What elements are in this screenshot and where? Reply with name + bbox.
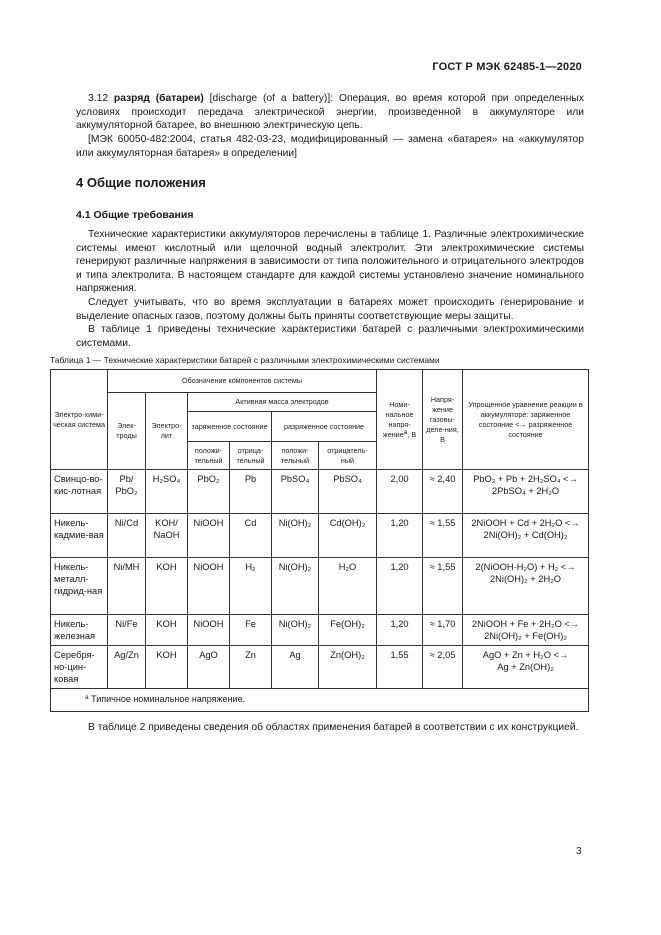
table-caption: Таблица 1 — Технические характеристики батарей с различными электрохимическими системами bbox=[50, 355, 440, 365]
document-header: ГОСТ Р МЭК 62485-1—2020 bbox=[432, 61, 582, 73]
footnote-text: Типичное номинальное напряжение. bbox=[88, 694, 246, 704]
cell-electrodes: Pb/ PbO₂ bbox=[108, 470, 146, 514]
header-charged: заряженное состояние bbox=[188, 412, 272, 442]
cell-neg-charged: Zn bbox=[230, 646, 272, 689]
cell-gassing: ≈ 1,55 bbox=[423, 514, 463, 558]
cell-pos-charged: NiOOH bbox=[188, 615, 230, 646]
clause-term-english: [discharge (of a battery)]: bbox=[209, 93, 334, 104]
cell-reaction bbox=[463, 646, 589, 689]
cell-system: Никель-кадмие-вая bbox=[51, 514, 108, 558]
clause-definition: Операция, во время которой при определенных условиях происходит передача электрической энергии, произведенной в аккумуляторе или аккумуляторной батарее, во внешнюю электрическую цепь. bbox=[76, 93, 584, 132]
reaction-line: 2Ni(OH)₂ + Cd(OH)₂ bbox=[483, 530, 568, 540]
section-heading: 4 Общие положения bbox=[76, 175, 206, 190]
cell-system: Никель-металл-гидрид-ная bbox=[51, 558, 108, 615]
footnote-mark: a bbox=[85, 694, 89, 701]
header-system: Электро-хими-ческая система bbox=[51, 370, 108, 470]
header-components: Обозначение компонентов системы bbox=[108, 370, 377, 393]
clause-term: разряд (батареи) bbox=[113, 93, 204, 104]
reaction-line: AgO + Zn + H₂O <→ bbox=[482, 650, 569, 660]
cell-pos-charged: AgO bbox=[188, 646, 230, 689]
reaction-line: 2Ni(OH)₂ + 2H₂O bbox=[490, 574, 562, 584]
cell-gassing: ≈ 2,05 bbox=[423, 646, 463, 689]
cell-neg-discharged: PbSO₄ bbox=[319, 470, 377, 514]
cell-neg-discharged: Cd(OH)₂ bbox=[319, 514, 377, 558]
cell-pos-discharged: Ni(OH)₂ bbox=[272, 615, 319, 646]
cell-pos-discharged: PbSO₄ bbox=[272, 470, 319, 514]
table-footnote-row bbox=[51, 689, 589, 712]
clause-source: [МЭК 60050-482:2004, статья 482-03-23, модифицированный — замена «батарея» на «аккумулятор или аккумуляторная батарея» в определении] bbox=[76, 134, 584, 159]
cell-nominal: 2,00 bbox=[377, 470, 423, 514]
header-nominal-voltage-text: Номи-нальное напря-жение bbox=[382, 399, 414, 439]
table-row bbox=[51, 646, 589, 689]
cell-pos-charged: PbO₂ bbox=[188, 470, 230, 514]
cell-electrolyte: KOH bbox=[146, 615, 188, 646]
cell-neg-discharged: Zn(OH)₂ bbox=[319, 646, 377, 689]
cell-electrodes: Ag/Zn bbox=[108, 646, 146, 689]
paragraph-3: В таблице 1 приведены технические характеристики батарей с различными электрохимическими системами. bbox=[76, 324, 584, 349]
paragraph-1: Технические характеристики аккумуляторов перечислены в таблице 1. Различные электрохимические системы имеют кислотный или щелочной водный электролит. Эти электрохимические системы генерируют различные напряжения в зависимости от типа положительного и отрицательного электродов и типа электролита. В настоящем стандарте для каждой системы установлено значение номинального напряжения. bbox=[76, 229, 584, 295]
header-reaction: Упрощенное уравнение реакции в аккумуляторе: заряженное состояние <→ разряженное состояние bbox=[463, 370, 589, 470]
cell-electrodes: Ni/Cd bbox=[108, 514, 146, 558]
cell-nominal: 1,20 bbox=[377, 558, 423, 615]
header-nominal-voltage bbox=[377, 370, 423, 470]
header-discharged: разряженное состояние bbox=[272, 412, 377, 442]
header-active-mass: Активная масса электродов bbox=[188, 393, 377, 412]
clause-3-12 bbox=[76, 92, 584, 133]
cell-pos-discharged: Ni(OH)₂ bbox=[272, 558, 319, 615]
footnote-mark: a bbox=[403, 428, 408, 436]
reaction-line: 2NiOOH + Cd + 2H₂O <→ bbox=[471, 518, 580, 528]
reaction-line: 2Ni(OH)₂ + Fe(OH)₂ bbox=[484, 631, 567, 641]
cell-neg-discharged: H₂O bbox=[319, 558, 377, 615]
cell-system: Свинцо-во-кис-лотная bbox=[51, 470, 108, 514]
cell-neg-charged: Cd bbox=[230, 514, 272, 558]
cell-pos-discharged: Ag bbox=[272, 646, 319, 689]
cell-system: Серебря-но-цин-ковая bbox=[51, 646, 108, 689]
paragraph-2: Следует учитывать, что во время эксплуатации в батареях может происходить генерирование и выделение опасных газов, поэтому должны быть приняты соответствующие меры защиты. bbox=[76, 297, 584, 322]
subsection-heading: 4.1 Общие требования bbox=[76, 209, 194, 221]
cell-electrolyte: H₂SO₄ bbox=[146, 470, 188, 514]
page-number: 3 bbox=[576, 846, 582, 857]
table-1 bbox=[50, 369, 588, 712]
cell-reaction bbox=[463, 558, 589, 615]
table-row bbox=[51, 514, 589, 558]
table-row bbox=[51, 470, 589, 514]
header-positive-discharged: положи-тельный bbox=[272, 442, 319, 470]
cell-pos-charged: NiOOH bbox=[188, 558, 230, 615]
header-gassing-voltage: Напря-жение газовы-деле-ния, В bbox=[423, 370, 463, 470]
reaction-line: Ag + Zn(OH)₂ bbox=[497, 662, 554, 672]
cell-system: Никель-железная bbox=[51, 615, 108, 646]
header-nominal-voltage-unit: , В bbox=[407, 429, 417, 439]
header-electrolyte: Электро-лит bbox=[146, 393, 188, 470]
cell-nominal: 1,20 bbox=[377, 615, 423, 646]
cell-gassing: ≈ 2,40 bbox=[423, 470, 463, 514]
cell-gassing: ≈ 1,70 bbox=[423, 615, 463, 646]
cell-gassing: ≈ 1,55 bbox=[423, 558, 463, 615]
cell-electrodes: Ni/Fe bbox=[108, 615, 146, 646]
cell-nominal: 1,55 bbox=[377, 646, 423, 689]
closing-paragraph: В таблице 2 приведены сведения об областях применения батарей в соответствии с их конструкцией. bbox=[88, 722, 579, 733]
cell-neg-charged: Fe bbox=[230, 615, 272, 646]
cell-electrolyte: KOH bbox=[146, 558, 188, 615]
reaction-line: 2(NiOOH·H₂O) + H₂ <→ bbox=[475, 562, 576, 572]
header-positive-charged: положи-тельный bbox=[188, 442, 230, 470]
cell-reaction bbox=[463, 615, 589, 646]
table-footnote bbox=[51, 689, 589, 712]
clause-number: 3.12 bbox=[88, 93, 109, 104]
cell-neg-discharged: Fe(OH)₂ bbox=[319, 615, 377, 646]
header-negative-charged: отрица-тельный bbox=[230, 442, 272, 470]
cell-nominal: 1,20 bbox=[377, 514, 423, 558]
reaction-line: 2PbSO₄ + 2H₂O bbox=[491, 486, 560, 496]
cell-electrodes: Ni/MH bbox=[108, 558, 146, 615]
table-row bbox=[51, 615, 589, 646]
cell-pos-discharged: Ni(OH)₂ bbox=[272, 514, 319, 558]
header-negative-discharged: отрицатель-ный bbox=[319, 442, 377, 470]
cell-reaction bbox=[463, 514, 589, 558]
cell-reaction bbox=[463, 470, 589, 514]
reaction-line: 2NiOOH + Fe + 2H₂O <→ bbox=[471, 619, 580, 629]
cell-neg-charged: Pb bbox=[230, 470, 272, 514]
reaction-line: PbO₂ + Pb + 2H₂SO₄ <→ bbox=[473, 474, 578, 484]
cell-electrolyte: KOH/ NaOH bbox=[146, 514, 188, 558]
cell-electrolyte: KOH bbox=[146, 646, 188, 689]
table-row bbox=[51, 558, 589, 615]
cell-pos-charged: NiOOH bbox=[188, 514, 230, 558]
header-electrodes: Элек-троды bbox=[108, 393, 146, 470]
cell-neg-charged: H₂ bbox=[230, 558, 272, 615]
